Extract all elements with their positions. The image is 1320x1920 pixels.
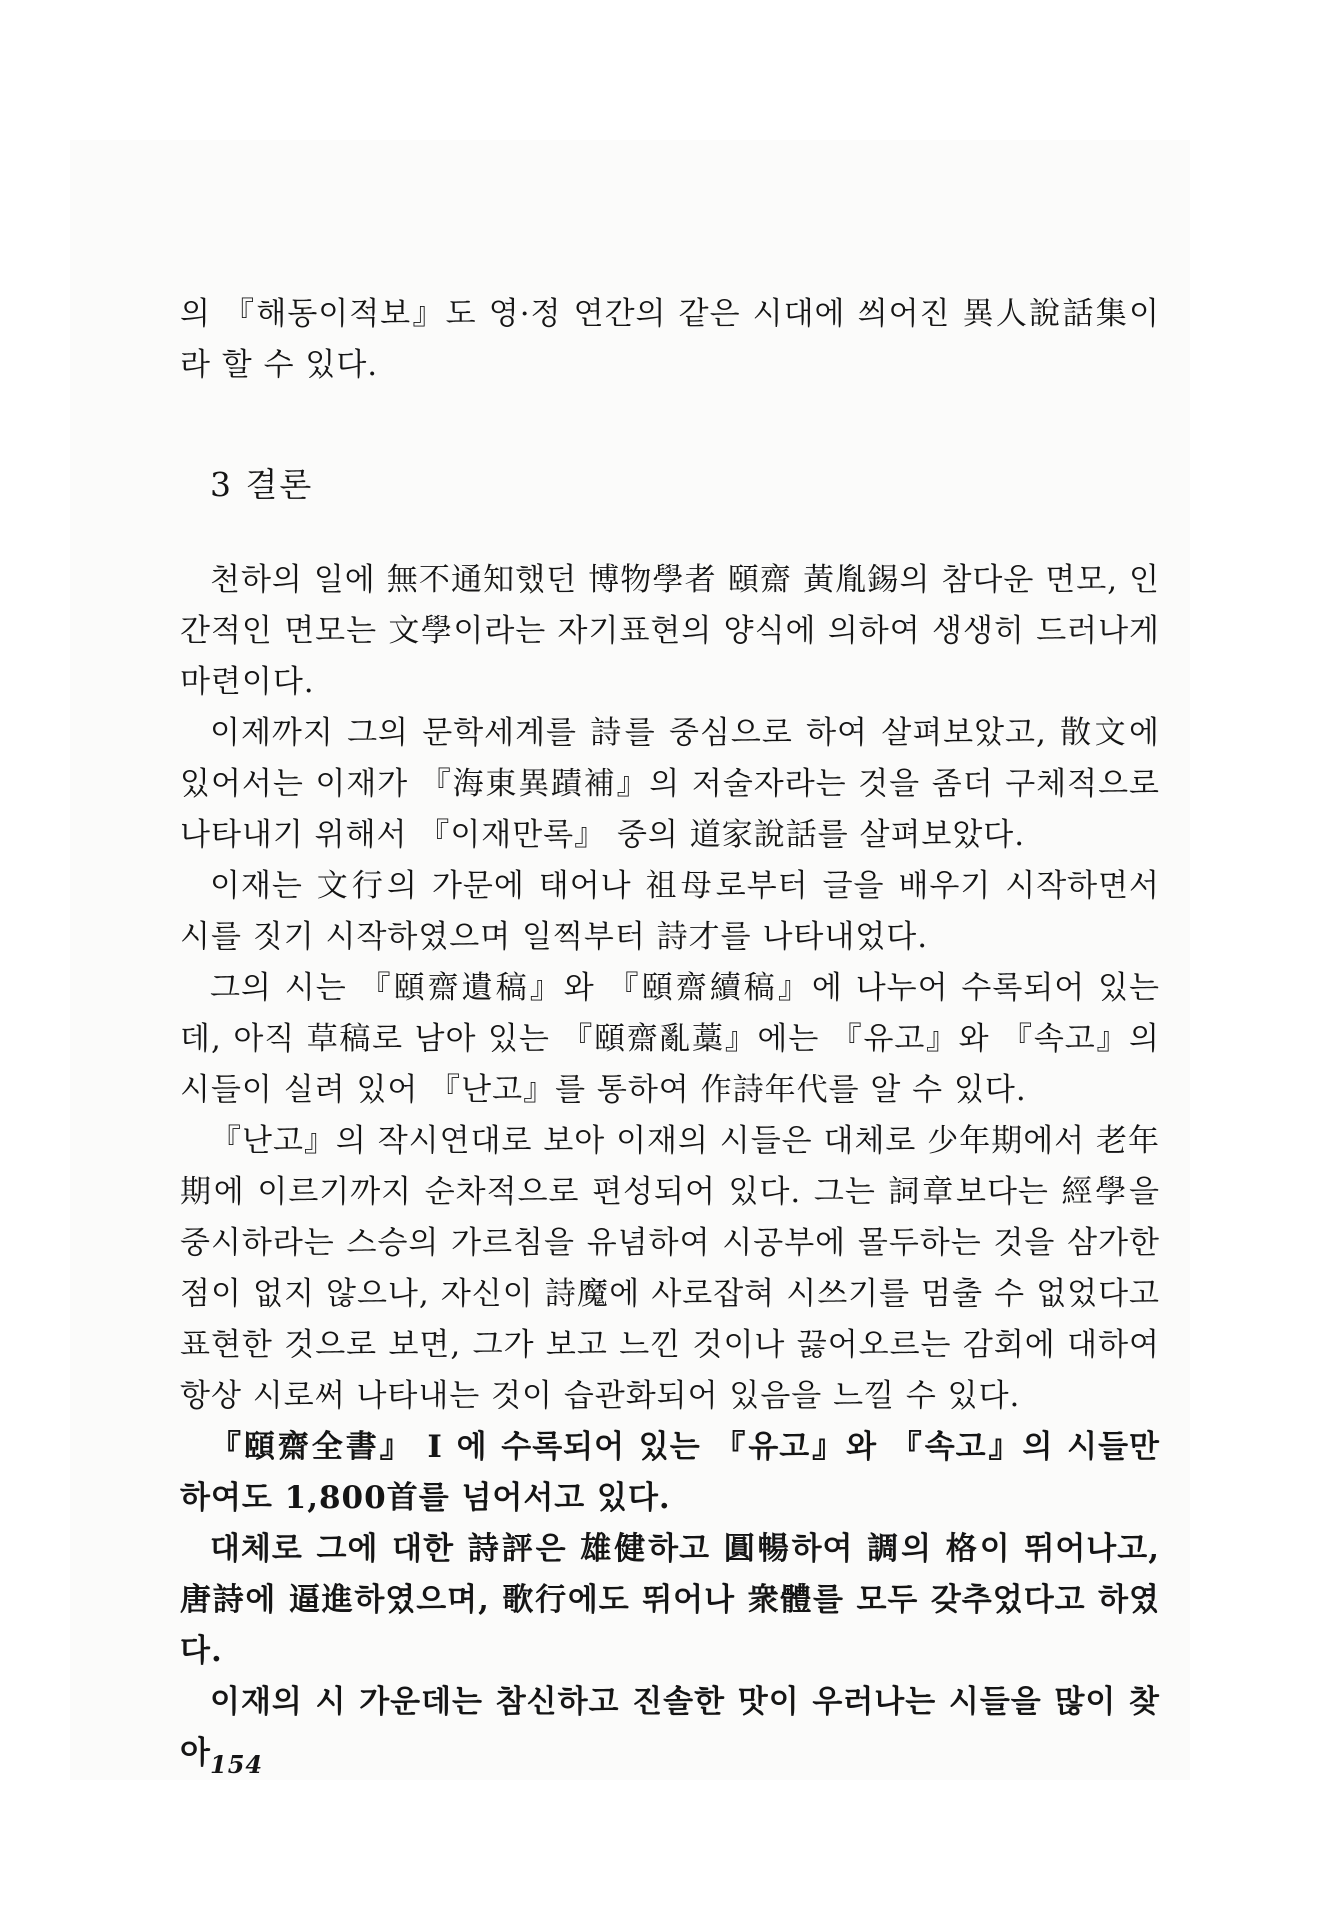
paragraph-3: 이재는 文行의 가문에 태어나 祖母로부터 글을 배우기 시작하면서 시를 짓기 시작하였으며 일찍부터 詩才를 나타내었다.	[180, 868, 1160, 955]
paragraph-4: 그의 시는 『頤齋遺稿』와 『頤齋續稿』에 나누어 수록되어 있는데, 아직 草稿로 남아 있는 『頤齋亂藁』에는 『유고』와 『속고』의 시들이 실려 있어 『난고』를 통하여 作詩年代를 알 수 있다.	[180, 970, 1160, 1108]
paragraph-5: 『난고』의 작시연대로 보아 이재의 시들은 대체로 少年期에서 老年期에 이르기까지 순차적으로 편성되어 있다. 그는 詞章보다는 經學을 중시하라는 스승의 가르침을 유념하여 시공부에 몰두하는 것을 삼가한 점이 없지 않으나, 자신이 詩魔에 사로잡혀 시쓰기를 멈출 수 없었다고 표현한 것으로 보면, 그가 보고 느낀 것이나 끓어오르는 감회에 대하여 항상 시로써 나타내는 것이 습관화되어 있음을 느낄 수 있다.	[180, 1123, 1160, 1414]
section-heading: 3 결론	[210, 465, 314, 504]
paragraph-7: 대체로 그에 대한 詩評은 雄健하고 圓暢하여 調의 格이 뛰어나고, 唐詩에 逼進하였으며, 歌行에도 뛰어나 衆體를 모두 갖추었다고 하였다.	[180, 1531, 1160, 1669]
page-number: 154	[210, 1750, 264, 1779]
paragraph-2: 이제까지 그의 문학세계를 詩를 중심으로 하여 살펴보았고, 散文에 있어서는 이재가 『海東異蹟補』의 저술자라는 것을 좀더 구체적으로 나타내기 위해서 『이재만록』 중의 道家說話를 살펴보았다.	[180, 715, 1160, 853]
intro-paragraph: 의 『해동이적보』도 영·정 연간의 같은 시대에 씌어진 異人說話集이라 할 수 있다.	[180, 296, 1160, 383]
body-text	[180, 555, 1160, 1779]
paragraph-6: 『頤齋全書』 I 에 수록되어 있는 『유고』와 『속고』의 시들만 하여도 1,800首를 넘어서고 있다.	[180, 1429, 1160, 1516]
paragraph-1: 천하의 일에 無不通知했던 博物學者 頤齋 黃胤錫의 참다운 면모, 인간적인 면모는 文學이라는 자기표현의 양식에 의하여 생생히 드러나게 마련이다.	[180, 562, 1160, 700]
paragraph-8: 이재의 시 가운데는 참신하고 진솔한 맛이 우러나는 시들을 많이 찾아	[180, 1684, 1160, 1771]
